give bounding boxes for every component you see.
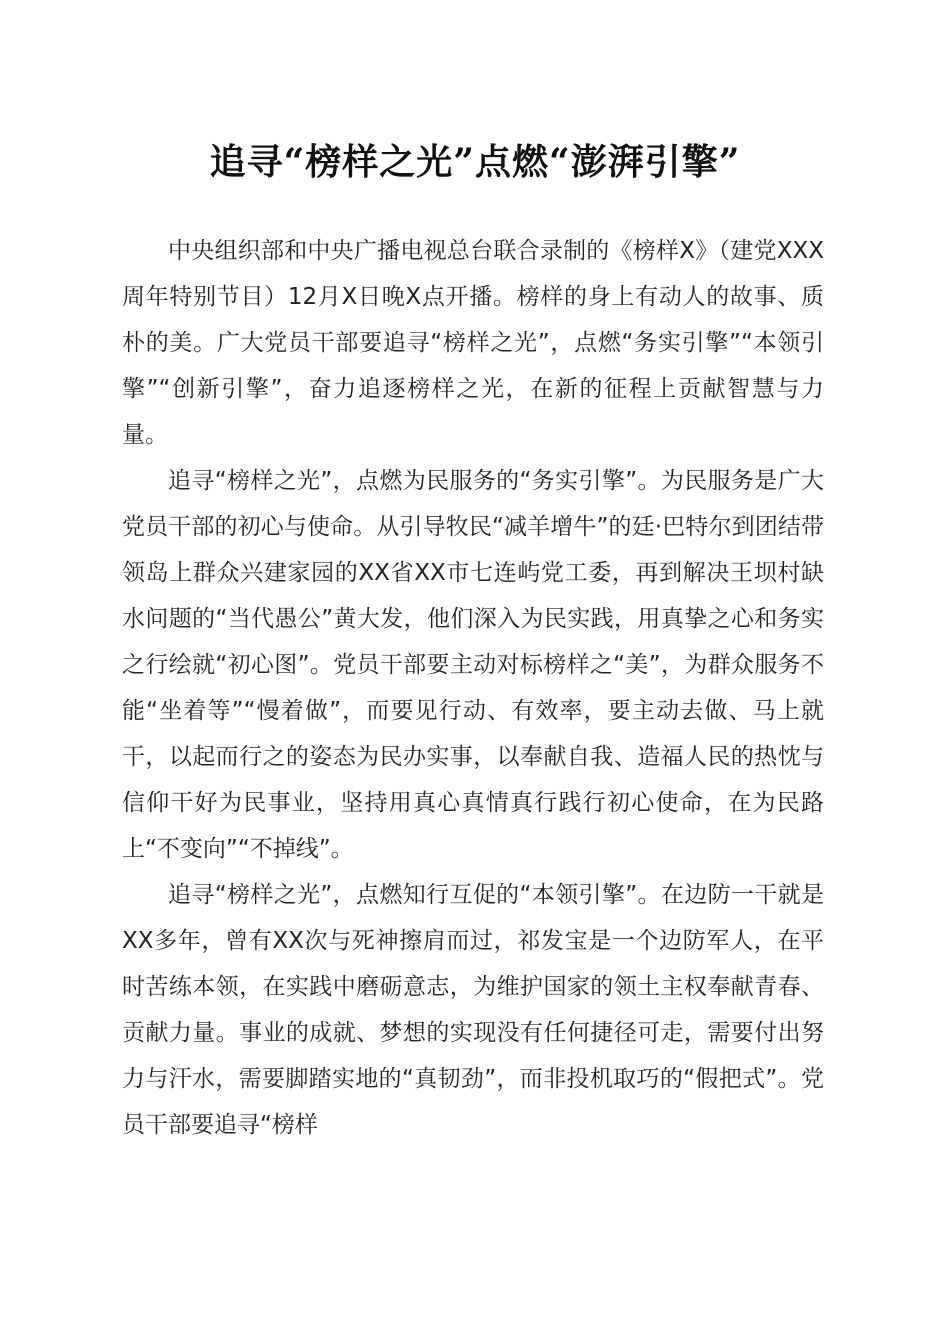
paragraph-service: 追寻“榜样之光”，点燃为民服务的“务实引擎”。为民服务是广大党员干部的初心与使命。从引导牧民“减羊增牛”的廷·巴特尔到团结带领岛上群众兴建家园的XX省XX市七连屿党工委，再到解决王坝村缺水问题的“当代愚公”黄大发，他们深入为民实践，用真挚之心和务实之行绘就“初心图”。党员干部要主动对标榜样之“美”，为群众服务不能“坐着等”“慢着做”，而要见行动、有效率，要主动去做、马上就干，以起而行之的姿态为民办实事，以奉献自我、造福人民的热忱与信仰干好为民事业，坚持用真心真情真行践行初心使命，在为民路上“不变向”“不掉线”。 — [122, 468, 824, 862]
document-body — [122, 228, 824, 1148]
paragraph-intro: 中央组织部和中央广播电视总台联合录制的《榜样X》（建党XXX周年特别节目）12月X日晚X点开播。榜样的身上有动人的故事、质朴的美。广大党员干部要追寻“榜样之光”，点燃“务实引擎”“本领引擎”“创新引擎”，奋力追逐榜样之光，在新的征程上贡献智慧与力量。 — [122, 238, 824, 448]
document-title: 追寻“榜样之光”点燃“澎湃引擎” — [209, 141, 741, 183]
paragraph-skills: 追寻“榜样之光”，点燃知行互促的“本领引擎”。在边防一干就是XX多年，曾有XX次与死神擦肩而过，祁发宝是一个边防军人，在平时苦练本领，在实践中磨砺意志，为维护国家的领土主权奉献青春、贡献力量。事业的成就、梦想的实现没有任何捷径可走，需要付出努力与汗水，需要脚踏实地的“真韧劲”，而非投机取巧的“假把式”。党员干部要追寻“榜样 — [122, 882, 824, 1138]
